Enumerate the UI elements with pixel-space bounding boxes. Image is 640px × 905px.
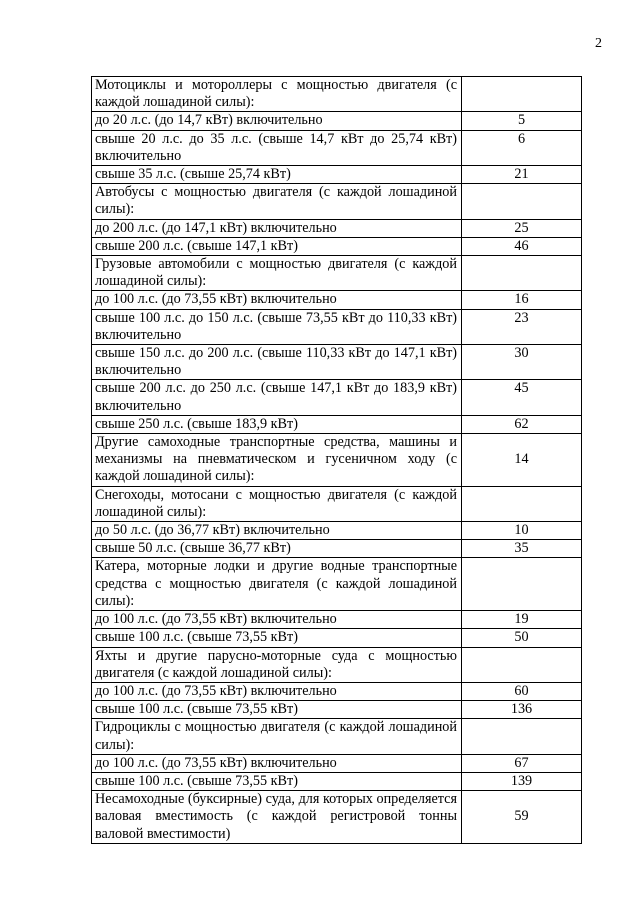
tax-rate-cell: 5 — [462, 112, 582, 130]
tax-rate-cell — [462, 486, 582, 521]
vehicle-category-cell: до 100 л.с. (до 73,55 кВт) включительно — [92, 291, 462, 309]
tax-rate-cell — [462, 77, 582, 112]
tax-rate-cell: 21 — [462, 166, 582, 184]
tax-rate-cell — [462, 647, 582, 682]
table-row — [92, 647, 582, 682]
vehicle-category-cell: до 20 л.с. (до 14,7 кВт) включительно — [92, 112, 462, 130]
tax-rate-cell: 30 — [462, 345, 582, 380]
tax-rate-table — [91, 76, 582, 844]
vehicle-category-cell: Снегоходы, мотосани с мощностью двигателя (с каждой лошадиной силы): — [92, 486, 462, 521]
table-row — [92, 434, 582, 487]
tax-rate-cell — [462, 184, 582, 219]
table-row — [92, 345, 582, 380]
table-row — [92, 772, 582, 790]
vehicle-category-cell: Гидроциклы с мощностью двигателя (с каждой лошадиной силы): — [92, 719, 462, 754]
vehicle-category-cell: до 100 л.с. (до 73,55 кВт) включительно — [92, 682, 462, 700]
vehicle-category-cell: свыше 100 л.с. (свыше 73,55 кВт) — [92, 772, 462, 790]
table-row — [92, 112, 582, 130]
tax-rate-cell: 46 — [462, 237, 582, 255]
table-row — [92, 558, 582, 611]
table-row — [92, 682, 582, 700]
vehicle-category-cell: свыше 35 л.с. (свыше 25,74 кВт) — [92, 166, 462, 184]
vehicle-category-cell: свыше 100 л.с. до 150 л.с. (свыше 73,55 кВт до 110,33 кВт) включительно — [92, 309, 462, 344]
table-row — [92, 522, 582, 540]
tax-rate-cell: 60 — [462, 682, 582, 700]
vehicle-category-cell: до 50 л.с. (до 36,77 кВт) включительно — [92, 522, 462, 540]
vehicle-category-cell: свыше 100 л.с. (свыше 73,55 кВт) — [92, 701, 462, 719]
vehicle-category-cell: до 200 л.с. (до 147,1 кВт) включительно — [92, 219, 462, 237]
table-row — [92, 256, 582, 291]
tax-rate-cell: 25 — [462, 219, 582, 237]
vehicle-category-cell: свыше 100 л.с. (свыше 73,55 кВт) — [92, 629, 462, 647]
tax-rate-cell: 50 — [462, 629, 582, 647]
vehicle-category-cell: Несамоходные (буксирные) суда, для которых определяется валовая вместимость (с каждой регистровой тонны валовой вместимости) — [92, 791, 462, 844]
vehicle-category-cell: до 100 л.с. (до 73,55 кВт) включительно — [92, 754, 462, 772]
vehicle-category-cell: Катера, моторные лодки и другие водные транспортные средства с мощностью двигателя (с каждой лошадиной силы): — [92, 558, 462, 611]
vehicle-category-cell: свыше 250 л.с. (свыше 183,9 кВт) — [92, 415, 462, 433]
table-body — [92, 77, 582, 844]
tax-rate-cell: 19 — [462, 611, 582, 629]
vehicle-category-cell: свыше 50 л.с. (свыше 36,77 кВт) — [92, 540, 462, 558]
page-number: 2 — [595, 36, 602, 51]
table-row — [92, 754, 582, 772]
table-row — [92, 130, 582, 165]
vehicle-category-cell: Автобусы с мощностью двигателя (с каждой лошадиной силы): — [92, 184, 462, 219]
vehicle-category-cell: свыше 20 л.с. до 35 л.с. (свыше 14,7 кВт до 25,74 кВт) включительно — [92, 130, 462, 165]
tax-rate-cell: 59 — [462, 791, 582, 844]
table-row — [92, 291, 582, 309]
vehicle-category-cell: Яхты и другие парусно-моторные суда с мощностью двигателя (с каждой лошадиной силы): — [92, 647, 462, 682]
vehicle-category-cell: до 100 л.с. (до 73,55 кВт) включительно — [92, 611, 462, 629]
table-row — [92, 486, 582, 521]
table-row — [92, 77, 582, 112]
table-row — [92, 184, 582, 219]
table-row — [92, 415, 582, 433]
tax-rate-cell: 45 — [462, 380, 582, 415]
table-row — [92, 166, 582, 184]
table-row — [92, 629, 582, 647]
tax-rate-cell: 67 — [462, 754, 582, 772]
tax-rate-cell — [462, 719, 582, 754]
tax-rate-cell: 10 — [462, 522, 582, 540]
table-row — [92, 237, 582, 255]
vehicle-category-cell: свыше 200 л.с. до 250 л.с. (свыше 147,1 кВт до 183,9 кВт) включительно — [92, 380, 462, 415]
tax-rate-cell: 23 — [462, 309, 582, 344]
tax-rate-cell: 62 — [462, 415, 582, 433]
tax-rate-cell: 136 — [462, 701, 582, 719]
tax-rate-cell: 139 — [462, 772, 582, 790]
vehicle-category-cell: свыше 200 л.с. (свыше 147,1 кВт) — [92, 237, 462, 255]
tax-rate-cell — [462, 558, 582, 611]
table-row — [92, 380, 582, 415]
table-row — [92, 309, 582, 344]
tax-rate-cell: 14 — [462, 434, 582, 487]
table-row — [92, 611, 582, 629]
table-row — [92, 540, 582, 558]
tax-rate-cell: 35 — [462, 540, 582, 558]
vehicle-category-cell: свыше 150 л.с. до 200 л.с. (свыше 110,33 кВт до 147,1 кВт) включительно — [92, 345, 462, 380]
tax-rate-cell — [462, 256, 582, 291]
table-row — [92, 719, 582, 754]
tax-rate-cell: 6 — [462, 130, 582, 165]
table-row — [92, 791, 582, 844]
table-row — [92, 701, 582, 719]
table-row — [92, 219, 582, 237]
vehicle-category-cell: Грузовые автомобили с мощностью двигателя (с каждой лошадиной силы): — [92, 256, 462, 291]
vehicle-category-cell: Мотоциклы и мотороллеры с мощностью двигателя (с каждой лошадиной силы): — [92, 77, 462, 112]
tax-rate-cell: 16 — [462, 291, 582, 309]
vehicle-category-cell: Другие самоходные транспортные средства, машины и механизмы на пневматическом и гусеничном ходу (с каждой лошадиной силы): — [92, 434, 462, 487]
